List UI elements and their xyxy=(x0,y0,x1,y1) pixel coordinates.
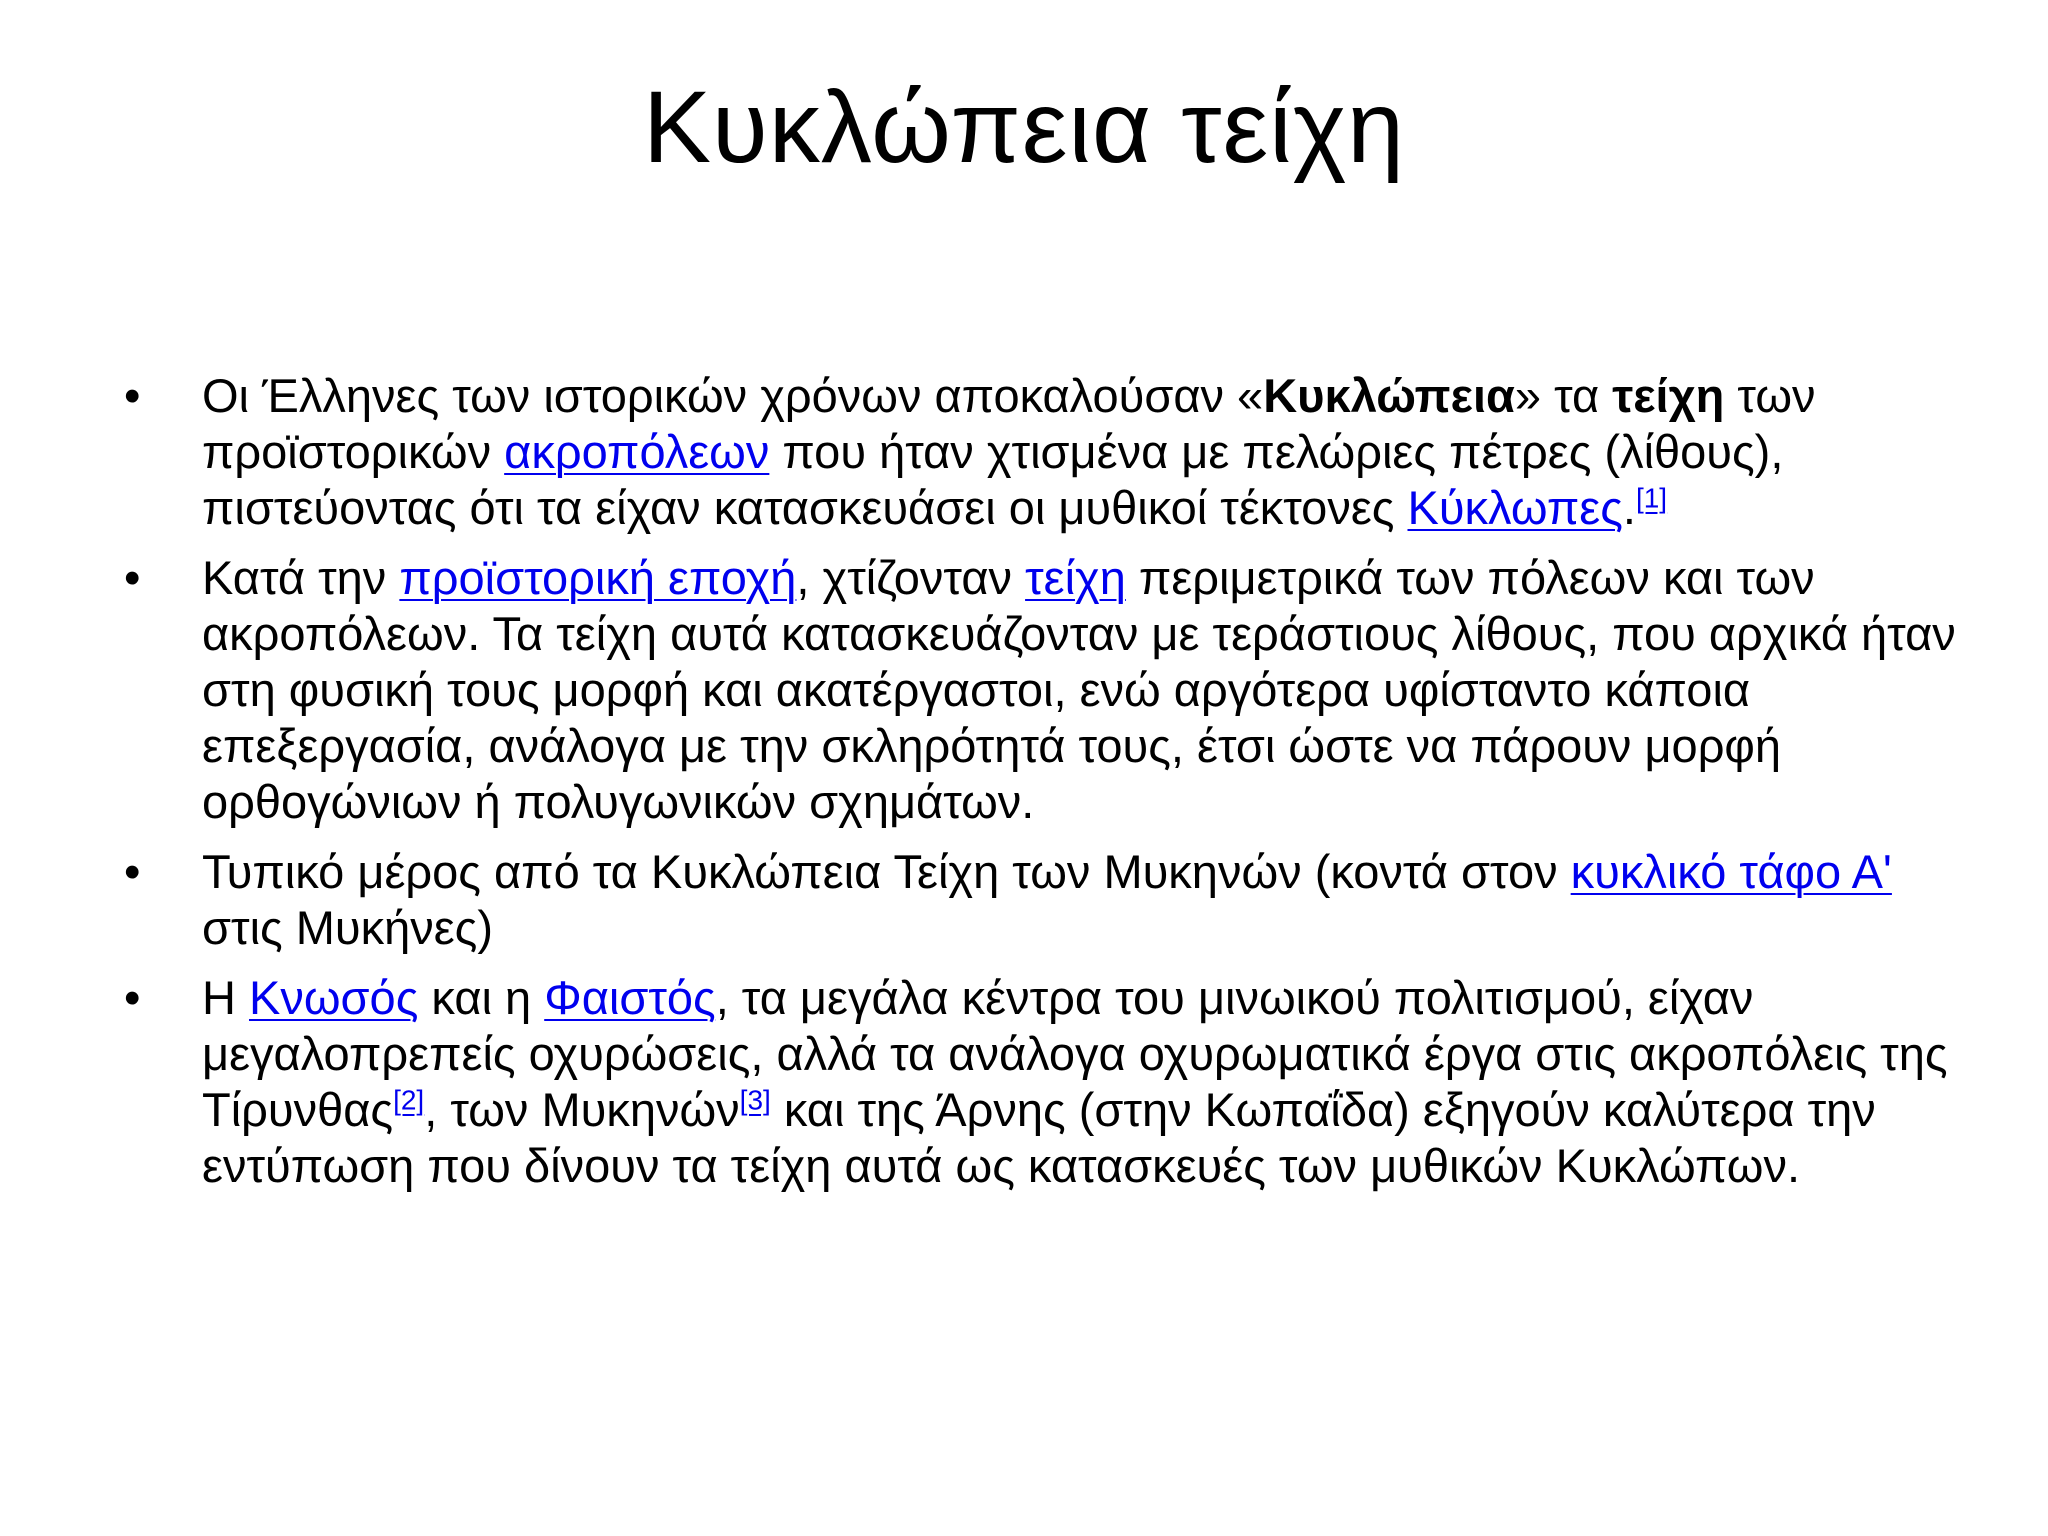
link-akropoleon[interactable]: ακροπόλεων xyxy=(504,425,770,478)
link-knosos[interactable]: Κνωσός xyxy=(249,971,419,1024)
bullet-2-text-3: περιμετρικά των πόλεων και των ακροπόλεων. Τα τείχη αυτά κατασκευάζονταν με τεράστιους λίθους, που αρχικά ήταν στη φυσική τους μορφή και ακατέργαστοι, ενώ αργότερα υφίσταντο κάποια επεξεργασία, ανάλογα με την σκληρότητά τους, έτσι ώστε να πάρουν μορφή ορθογώνιων ή πολυγωνικών σχημάτων. xyxy=(202,551,1956,828)
bullet-dot-icon: • xyxy=(124,845,141,898)
bullet-1-text-2: » τα xyxy=(1514,369,1613,422)
bullet-2-text-2: , χτίζονταν xyxy=(796,551,1026,604)
bullet-2-text-1: Κατά την xyxy=(202,551,400,604)
bullet-1-bold-1: Κυκλώπεια xyxy=(1263,369,1515,422)
reference-link-2[interactable]: [2] xyxy=(393,1084,425,1116)
bullet-item-2 xyxy=(120,550,1980,830)
bullet-item-3 xyxy=(120,844,1980,956)
bullet-list xyxy=(120,368,1980,1208)
bullet-dot-icon: • xyxy=(124,369,141,422)
bullet-3-text-2: στις Μυκήνες) xyxy=(202,901,493,954)
link-teichi[interactable]: τείχη xyxy=(1025,551,1126,604)
link-faistos[interactable]: Φαιστός xyxy=(544,971,716,1024)
bullet-1-text-1: Οι Έλληνες των ιστορικών χρόνων αποκαλούσαν « xyxy=(202,369,1264,422)
bullet-item-4 xyxy=(120,970,1980,1194)
bullet-4-text-4: , των Μυκηνών xyxy=(424,1083,740,1136)
bullet-3-text-1: Τυπικό μέρος από τα Κυκλώπεια Τείχη των Μυκηνών (κοντά στον xyxy=(202,845,1571,898)
bullet-1-bold-2: τείχη xyxy=(1612,369,1725,422)
bullet-dot-icon: • xyxy=(124,551,141,604)
link-proistoriki-epochi[interactable]: προϊστορική εποχή xyxy=(399,551,797,604)
reference-link-3[interactable]: [3] xyxy=(739,1084,771,1116)
link-kykliko-tafo[interactable]: κυκλικό τάφο Α' xyxy=(1570,845,1892,898)
bullet-4-text-2: και η xyxy=(418,971,545,1024)
bullet-1-text-3: των προϊστορικών xyxy=(202,369,1816,478)
link-kyklopes[interactable]: Κύκλωπες xyxy=(1407,481,1623,534)
bullet-1-text-4: που ήταν χτισμένα με πελώριες πέτρες (λίθους), πιστεύοντας ότι τα είχαν κατασκευάσει οι μυθικοί τέκτονες xyxy=(202,425,1784,534)
bullet-item-1 xyxy=(120,368,1980,536)
bullet-4-text-3: , τα μεγάλα κέντρα του μινωικού πολιτισμού, είχαν μεγαλοπρεπείς οχυρώσεις, αλλά τα ανάλογα οχυρωματικά έργα στις ακροπόλεις της Τίρυνθας xyxy=(202,971,1948,1136)
bullet-4-text-1: Η xyxy=(202,971,249,1024)
bullet-dot-icon: • xyxy=(124,971,141,1024)
slide-title: Κυκλώπεια τείχη xyxy=(643,70,1405,184)
bullet-1-text-5: . xyxy=(1622,481,1636,534)
reference-link-1[interactable]: [1] xyxy=(1635,482,1668,514)
bullet-4-text-5: και της Άρνης (στην Κωπαΐδα) εξηγούν καλύτερα την εντύπωση που δίνουν τα τείχη αυτά ως κατασκευές των μυθικών Κυκλώπων. xyxy=(202,1083,1876,1192)
